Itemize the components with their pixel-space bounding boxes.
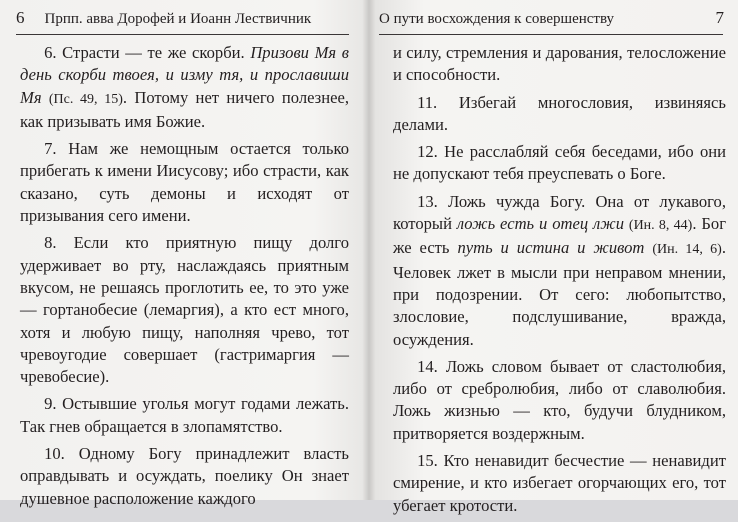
paragraph	[393, 42, 726, 87]
text-run: 11. Избегай многословия, извиняясь делами.	[393, 92, 726, 134]
italic-quote: ложь есть и отец лжи	[456, 214, 624, 234]
right-running-head	[379, 8, 724, 28]
text-run: . Человек лжет в мысли при неправом мнении, при подозрении. От сего: любопытство, злословие, подслушивание, вражда, осуждения.	[393, 238, 727, 349]
text-run: 14. Ложь словом бывает от сластолюбия, либо от сребролюбия, либо от славолюбия. Ложь жизнью — кто, будучи блудником, притворяется воздержным.	[393, 356, 726, 443]
paragraph	[393, 141, 726, 186]
right-header-rule	[379, 34, 723, 35]
scripture-reference: (Ин. 14, 6)	[652, 242, 722, 258]
text-run: . Потому нет ничего полезнее, как призывать имя Божие.	[20, 87, 349, 131]
paragraph	[393, 450, 726, 517]
left-running-head	[16, 8, 354, 28]
text-run	[42, 88, 49, 107]
paragraph	[20, 393, 349, 438]
text-run: 6. Страсти — те же скорби.	[44, 43, 251, 62]
text-run: 10. Одному Богу принадлежит власть оправдывать и осуждать, поелику Он знает душевное расположение каждого	[20, 444, 349, 508]
paragraph	[20, 42, 349, 133]
paragraph	[393, 92, 726, 137]
paragraph	[393, 356, 726, 445]
right-running-title: О пути восхождения к совершенству	[379, 11, 615, 27]
text-run: 8. Если кто приятную пищу долго удерживает во рту, наслаждаясь приятным вкусом, не решаясь проглотить ее, то это уже — гортанобесие (лемаргия), а кто ест много, хотя и любую пищу, наполняя чрево, тот чревоугодие совершает (гастримаргия — чревобесие).	[20, 233, 349, 387]
italic-quote: Призови Мя в день скорби твоея, и изму тя, и прославиши Мя	[20, 43, 349, 107]
scripture-reference: (Пс. 49, 15)	[48, 91, 123, 107]
right-page-number: 7	[715, 8, 724, 27]
left-page-text	[20, 42, 349, 515]
right-page-text	[393, 42, 726, 522]
text-run: 9. Остывшие уголья могут годами лежать. Так гнев обращается в злопамятство.	[20, 394, 349, 436]
text-run: 12. Не расслабляй себя беседами, ибо они не допускают тебя преуспевать о Боге.	[393, 142, 726, 184]
book-gutter	[362, 0, 376, 500]
paragraph	[20, 138, 349, 227]
italic-quote: путь и истина и живот	[457, 238, 645, 258]
left-page	[0, 0, 369, 508]
left-header-rule	[16, 34, 349, 35]
paragraph	[20, 443, 349, 510]
scripture-reference: (Ин. 8, 44)	[628, 218, 693, 234]
left-page-number: 6	[16, 8, 25, 27]
paragraph	[393, 191, 726, 351]
text-run: 13. Ложь чужда Богу. Она от лукавого, который	[393, 191, 726, 234]
text-run: и силу, стремления и дарования, телосложение и способности.	[393, 43, 726, 85]
paragraph	[20, 232, 349, 388]
left-running-title: Прпп. авва Дорофей и Иоанн Лествичник	[44, 11, 312, 27]
text-run: . Бог же есть	[393, 214, 727, 258]
right-page	[369, 0, 738, 515]
text-run: 7. Нам же немощным остается только прибегать к имени Иисусову; ибо страсти, как сказано, суть демоны и исходят от призывания сего имени.	[20, 139, 349, 226]
text-run: 15. Кто ненавидит бесчестие — ненавидит смирение, и кто избегает огорчающих его, тот убегает кротости.	[393, 451, 726, 515]
